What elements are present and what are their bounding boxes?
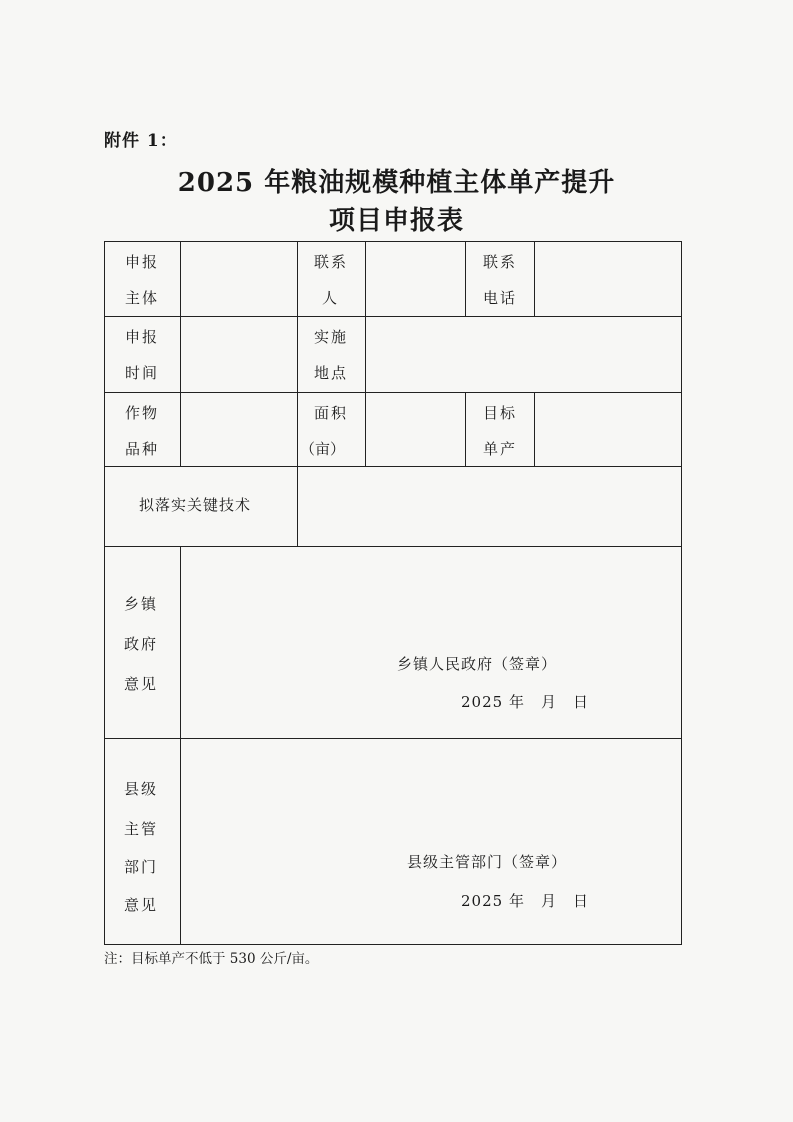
col-divider bbox=[465, 392, 466, 466]
table-border bbox=[104, 241, 682, 945]
col-divider bbox=[465, 241, 466, 316]
col-divider bbox=[534, 241, 535, 316]
attachment-label: 附件 1： bbox=[104, 131, 178, 151]
contact-phone-label-line1: 联系 bbox=[483, 253, 518, 271]
form-subtitle: 项目申报表 bbox=[328, 206, 464, 236]
location-label-line2: 地点 bbox=[314, 364, 349, 382]
row-divider bbox=[104, 546, 682, 547]
key-tech-label: 拟落实关键技术 bbox=[139, 496, 252, 514]
county-opinion-label-line2: 主管 bbox=[124, 820, 159, 838]
apply-time-label-line1: 申报 bbox=[125, 328, 160, 346]
row-divider bbox=[104, 316, 682, 317]
contact-phone-label-line2: 电话 bbox=[483, 289, 518, 307]
contact-person-label-line1: 联系 bbox=[314, 253, 349, 271]
area-label-line2: （亩） bbox=[300, 440, 346, 458]
applicant-label-line2: 主体 bbox=[125, 289, 160, 307]
township-date-label: 2025 年 月 日 bbox=[461, 693, 589, 711]
contact-person-label-line2: 人 bbox=[322, 289, 340, 307]
col-divider bbox=[180, 546, 181, 944]
county-date-label: 2025 年 月 日 bbox=[461, 892, 589, 910]
county-opinion-label-line3: 部门 bbox=[124, 858, 159, 876]
crop-variety-label-line1: 作物 bbox=[125, 404, 160, 422]
col-divider bbox=[534, 392, 535, 466]
col-divider bbox=[297, 241, 298, 546]
row-divider bbox=[104, 466, 682, 467]
target-yield-label-line1: 目标 bbox=[483, 404, 518, 422]
crop-variety-label-line2: 品种 bbox=[125, 440, 160, 458]
col-divider bbox=[365, 241, 366, 466]
county-signature-label: 县级主管部门（签章） bbox=[407, 853, 568, 871]
target-yield-label-line2: 单产 bbox=[483, 440, 518, 458]
township-opinion-label-line1: 乡镇 bbox=[124, 595, 159, 613]
county-opinion-label-line1: 县级 bbox=[124, 780, 159, 798]
township-opinion-label-line3: 意见 bbox=[124, 675, 159, 693]
location-label-line1: 实施 bbox=[314, 328, 349, 346]
row-divider bbox=[104, 738, 682, 739]
applicant-label-line1: 申报 bbox=[125, 253, 160, 271]
apply-time-label-line2: 时间 bbox=[125, 364, 160, 382]
col-divider bbox=[180, 241, 181, 466]
footnote: 注：目标单产不低于 530 公斤/亩。 bbox=[104, 951, 319, 967]
township-signature-label: 乡镇人民政府（签章） bbox=[397, 655, 558, 673]
township-opinion-label-line2: 政府 bbox=[124, 635, 159, 653]
form-title: 2025 年粮油规模种植主体单产提升 bbox=[177, 168, 616, 198]
county-opinion-label-line4: 意见 bbox=[124, 896, 159, 914]
area-label-line1: 面积 bbox=[314, 404, 349, 422]
row-divider bbox=[104, 392, 682, 393]
